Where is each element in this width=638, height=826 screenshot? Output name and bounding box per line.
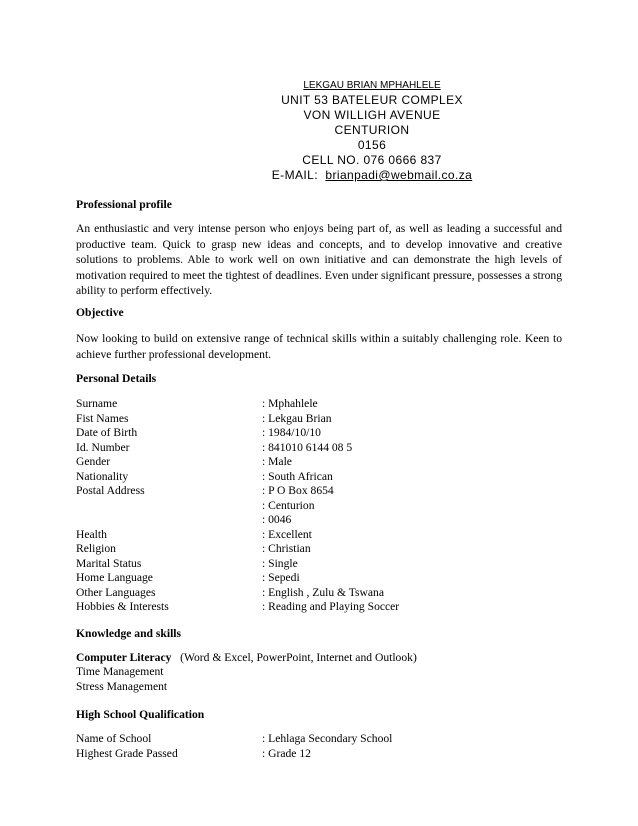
detail-row: [76, 528, 562, 543]
email-label: E-MAIL:: [271, 168, 318, 182]
email-line: [262, 168, 482, 183]
detail-value: : Male: [262, 455, 292, 468]
detail-row: [76, 571, 562, 586]
detail-label: Fist Names: [76, 411, 129, 425]
detail-label: Hobbies & Interests: [76, 600, 169, 613]
detail-row: [76, 499, 562, 514]
detail-label: Religion: [76, 542, 116, 555]
detail-row: [76, 455, 562, 470]
address-line-1: UNIT 53 BATELEUR COMPLEX: [281, 93, 463, 107]
contact-header: [262, 79, 482, 183]
detail-value: : P O Box 8654: [262, 484, 334, 497]
school-row: [76, 747, 562, 762]
detail-row: [76, 513, 562, 528]
detail-value: : Christian: [262, 542, 311, 555]
address-line-2: VON WILLIGH AVENUE: [303, 108, 441, 122]
detail-label: Gender: [76, 455, 111, 468]
detail-row: [76, 600, 562, 615]
detail-label: Date of Birth: [76, 426, 138, 439]
detail-row: [76, 484, 562, 499]
detail-row: [76, 397, 562, 412]
computer-literacy-detail: (Word & Excel, PowerPoint, Internet and Outlook): [180, 651, 417, 664]
detail-value: : Sepedi: [262, 571, 300, 584]
detail-label: Postal Address: [76, 484, 145, 497]
knowledge-skills-heading: Knowledge and skills: [76, 627, 182, 640]
detail-label: Health: [76, 527, 107, 541]
personal-details-heading: Personal Details: [76, 372, 157, 385]
computer-literacy-line: [76, 651, 417, 666]
school-row: [76, 732, 562, 747]
detail-row: [76, 426, 562, 441]
email-link[interactable]: brianpadi@webmail.co.za: [325, 168, 473, 182]
skill-item: Stress Management: [76, 680, 168, 693]
detail-row: [76, 441, 562, 456]
detail-value: : Mphahlele: [262, 397, 318, 410]
detail-value: : 841010 6144 08 5: [262, 440, 353, 454]
professional-profile-heading: Professional profile: [76, 198, 172, 211]
detail-row: [76, 412, 562, 427]
detail-label: Surname: [76, 397, 118, 410]
detail-value: : Centurion: [262, 498, 315, 512]
detail-label: Id. Number: [76, 440, 130, 454]
school-label: Highest Grade Passed: [76, 746, 178, 760]
detail-value: : 1984/10/10: [262, 426, 321, 439]
detail-row: [76, 470, 562, 485]
detail-value: : Excellent: [262, 527, 312, 541]
detail-label: Other Languages: [76, 585, 156, 599]
detail-row: [76, 586, 562, 601]
detail-label: Home Language: [76, 571, 153, 584]
detail-label: Nationality: [76, 469, 129, 483]
professional-profile-text: An enthusiastic and very intense person who enjoys being part of, as well as leading a successful and productive team. Quick to grasp new ideas and concepts, and to develop innovative and creative solutions to problems. Able to work well on own initiative and can demonstrate the high levels of motivation required to meet the tightest of deadlines. Even under significant pressure, possesses a strong ability to perform effectively.: [76, 222, 562, 297]
postal-code: 0156: [357, 138, 387, 152]
skill-item: Time Management: [76, 665, 164, 678]
high-school-heading: High School Qualification: [76, 708, 205, 721]
computer-literacy-label: Computer Literacy: [76, 651, 172, 664]
detail-row: [76, 557, 562, 572]
detail-value: : Single: [262, 556, 298, 570]
detail-value: : Reading and Playing Soccer: [262, 600, 400, 613]
detail-value: : Lekgau Brian: [262, 411, 332, 425]
school-value: : Grade 12: [262, 746, 311, 760]
school-value: : Lehlaga Secondary School: [262, 732, 393, 745]
address-line-3: CENTURION: [334, 123, 410, 137]
objective-heading: Objective: [76, 306, 124, 319]
applicant-name: LEKGAU BRIAN MPHAHLELE: [303, 80, 441, 91]
detail-value: : South African: [262, 469, 333, 483]
school-label: Name of School: [76, 732, 152, 745]
objective-text: Now looking to build on extensive range of technical skills within a suitably challenging role. Keen to achieve further professional development.: [76, 332, 562, 361]
detail-label: Marital Status: [76, 556, 142, 570]
detail-row: [76, 542, 562, 557]
cell-number: CELL NO. 076 0666 837: [302, 153, 442, 167]
detail-value: : English , Zulu & Tswana: [262, 585, 384, 599]
detail-value: : 0046: [262, 513, 292, 526]
